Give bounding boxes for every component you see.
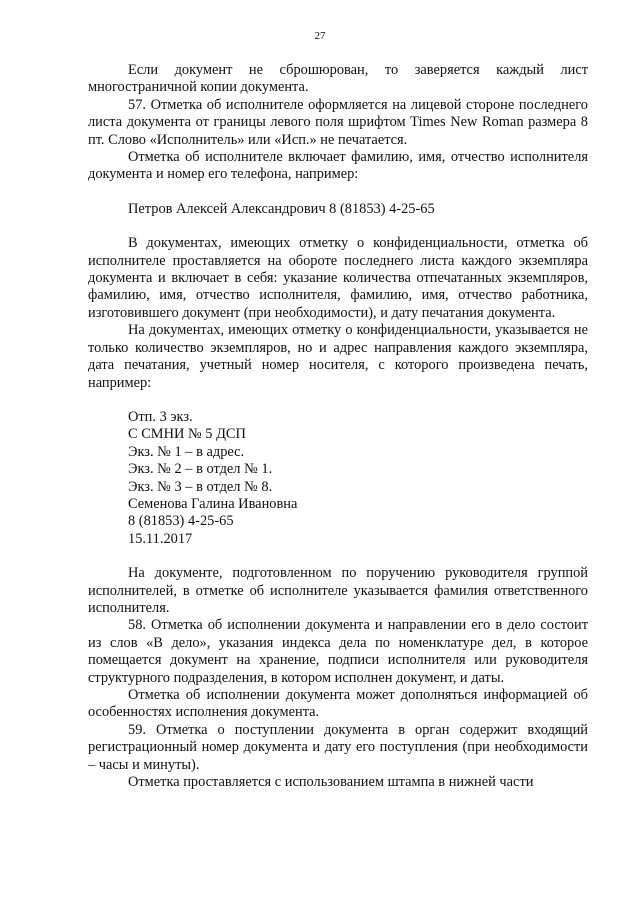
document-body [88, 62, 588, 791]
spacer [88, 392, 588, 409]
paragraph-confidential-executor-mark: В документах, имеющих отметку о конфиденциальности, отметка об исполнителе проставляется на обороте последнего листа каждого экземпляра документа и включает в себя: указание количества отпечатанных экземпляров, фамилию, имя, отчество исполнителя, фамилию, имя, отчество работника, изготовившего документ (при необходимости), и дату печатания документа. [88, 235, 588, 321]
paragraph-receipt-stamp: Отметка проставляется с использованием штампа в нижней части [128, 774, 534, 791]
paragraph-copy-certification: Если документ не сброшюрован, то заверяется каждый лист многостраничной копии документа. [88, 62, 588, 96]
paragraph-57-executor-mark: 57. Отметка об исполнителе оформляется на лицевой стороне последнего листа документа от границы левого поля шрифтом Times New Roman размера 8 пт. Слово «Исполнитель» или «Исп.» не печатается. [88, 96, 588, 148]
paragraph-group-executors: На документе, подготовленном по поручению руководителя группой исполнителей, в отметке об исполнителе указывается фамилия ответственного исполнителя. [88, 565, 588, 616]
page-number: 27 [314, 30, 326, 42]
example-executor-mark: Петров Алексей Александрович 8 (81853) 4-25-65 [128, 200, 435, 217]
paragraph-59-receipt-mark: 59. Отметка о поступлении документа в орган содержит входящий регистрационный номер документа и дату его поступления (при необходимости – часы и минуты). [88, 721, 588, 773]
paragraph-58-execution-mark: 58. Отметка об исполнении документа и направлении его в дело состоит из слов «В дело», указания индекса дела по номенклатуре дел, в которое помещается документ на хранение, подписи исполнителя или руководителя структурного подразделения, в котором исполнен документ, и даты. [88, 617, 588, 686]
stamp-line: Экз. № 1 – в адрес. [128, 443, 245, 460]
stamp-line: Экз. № 2 – в отдел № 1. [128, 461, 273, 478]
paragraph-execution-mark-details: Отметка об исполнении документа может дополняться информацией об особенностях исполнения документа. [88, 687, 588, 721]
paragraph-confidential-copies: На документах, имеющих отметку о конфиденциальности, указывается не только количество экземпляров, но и адрес направления каждого экземпляра, дата печатания, учетный номер носителя, с которого произведена печать, например: [88, 322, 588, 391]
spacer [88, 184, 588, 201]
spacer [88, 548, 588, 565]
paragraph-executor-mark-contents: Отметка об исполнителе включает фамилию, имя, отчество исполнителя документа и номер его телефона, например: [88, 149, 588, 183]
example-confidential-stamp [88, 409, 588, 548]
stamp-line: 8 (81853) 4-25-65 [128, 513, 234, 530]
spacer [88, 218, 588, 235]
stamp-line: Семенова Галина Ивановна [128, 495, 298, 512]
stamp-line: Отп. 3 экз. [128, 408, 193, 425]
stamp-line: 15.11.2017 [128, 530, 193, 547]
stamp-line: Экз. № 3 – в отдел № 8. [128, 478, 273, 495]
stamp-line: С СМНИ № 5 ДСП [128, 426, 246, 443]
